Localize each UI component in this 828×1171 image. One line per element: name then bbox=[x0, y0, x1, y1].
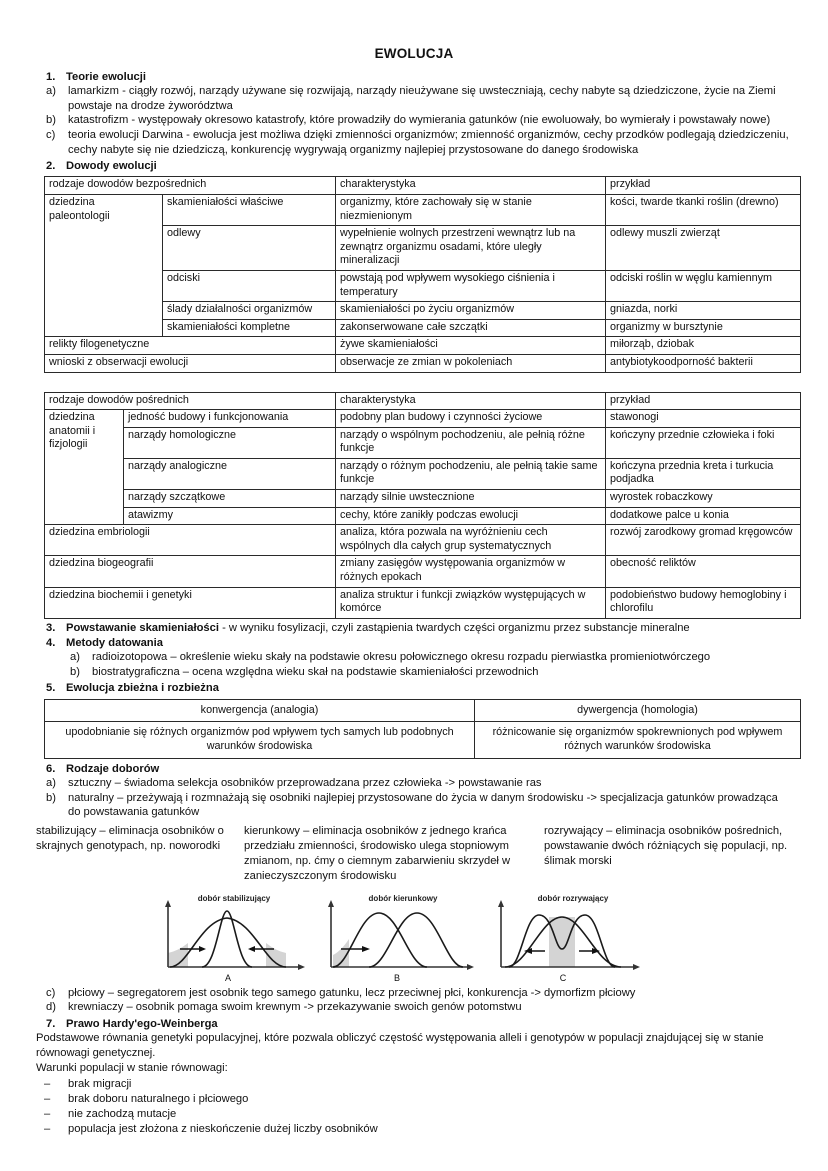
dash-marker: – bbox=[44, 1123, 51, 1136]
cell-characteristic: skamieniałości po życiu organizmów bbox=[336, 302, 606, 320]
cell-characteristic: żywe skamieniałości bbox=[336, 337, 606, 355]
list-item bbox=[36, 986, 792, 1001]
cell-characteristic: narządy o różnym pochodzeniu, ale pełnią takie same funkcje bbox=[336, 458, 606, 489]
table-convergence-divergence bbox=[44, 699, 801, 759]
y-axis-arrow bbox=[328, 900, 334, 907]
condition-text: nie zachodzą mutacje bbox=[68, 1108, 177, 1121]
cell-subtype: odciski bbox=[163, 270, 336, 301]
col-header-characteristic: charakterystyka bbox=[336, 392, 606, 410]
y-axis-arrow bbox=[165, 900, 171, 907]
table-row bbox=[45, 194, 801, 225]
section-7-number: 7. bbox=[46, 1017, 56, 1030]
cell-characteristic: organizmy, które zachowały się w stanie niezmienionym bbox=[336, 194, 606, 225]
list-marker: c) bbox=[46, 128, 56, 141]
list-item bbox=[36, 128, 792, 157]
group-label-anatomia: dziedzina anatomii i fizjologii bbox=[45, 410, 124, 525]
arrow-right-head bbox=[248, 946, 255, 952]
cell-characteristic: obserwacje ze zmian w pokoleniach bbox=[336, 354, 606, 372]
cell-subtype: narządy analogiczne bbox=[124, 458, 336, 489]
table-header-row bbox=[45, 392, 801, 410]
dash-marker: – bbox=[44, 1108, 51, 1121]
list-marker: a) bbox=[70, 651, 80, 664]
list-item bbox=[36, 665, 792, 680]
y-axis-arrow bbox=[498, 900, 504, 907]
cell-characteristic: zakonserwowane całe szczątki bbox=[336, 319, 606, 337]
section-5 bbox=[36, 681, 792, 695]
cell-example: wyrostek robaczkowy bbox=[606, 490, 801, 508]
cell-example: stawonogi bbox=[606, 410, 801, 428]
selection-diagrams bbox=[36, 891, 792, 983]
diagram-directional-label: B bbox=[393, 972, 401, 983]
dash-marker: – bbox=[44, 1077, 51, 1090]
table-convergence-divergence-wrap bbox=[44, 699, 792, 759]
cell-characteristic: narządy o wspólnym pochodzeniu, ale pełnią różne funkcje bbox=[336, 427, 606, 458]
cell-example: organizmy w bursztynie bbox=[606, 319, 801, 337]
cell-example: miłorząb, dziobak bbox=[606, 337, 801, 355]
table-header-row bbox=[45, 177, 801, 195]
list-item bbox=[36, 791, 792, 820]
list-item bbox=[36, 113, 792, 128]
diagram-disruptive bbox=[487, 891, 647, 983]
diagram-directional-svg bbox=[317, 891, 479, 983]
section-4-heading: Metody datowania bbox=[66, 637, 163, 650]
table-row bbox=[45, 722, 801, 759]
section-1-number: 1. bbox=[46, 71, 56, 83]
condition-text: populacja jest złożona z nieskończenie dużej liczby osobników bbox=[68, 1123, 378, 1136]
shade-center-band bbox=[549, 917, 575, 967]
cell-example: dodatkowe palce u konia bbox=[606, 507, 801, 525]
cell-characteristic: wypełnienie wolnych przestrzeni wewnątrz lub na zewnątrz organizmu osadami, które uległy mineralizacji bbox=[336, 226, 606, 271]
conditions-label: Warunki populacji w stanie równowagi: bbox=[36, 1062, 228, 1075]
diagram-stabilizing-svg bbox=[154, 891, 309, 983]
cell-subtype: narządy szczątkowe bbox=[124, 490, 336, 508]
section-5-heading: Ewolucja zbieżna i rozbieżna bbox=[66, 682, 219, 695]
list-item bbox=[36, 1077, 792, 1092]
diagram-stabilizing bbox=[154, 891, 309, 983]
selection-disruptive-desc: rozrywający – eliminacja osobników pośrednich, powstawanie dwóch różniących się populacji, np. ślimak morski bbox=[544, 824, 788, 868]
list-marker: b) bbox=[46, 791, 56, 804]
cell-example: odlewy muszli zwierząt bbox=[606, 226, 801, 271]
selection-directional-desc: kierunkowy – eliminacja osobników z jednego krańca przedziału zmienności, środowisko ulega stopniowym zmianom, np. ćmy o ciemnym zabarwieniu skrzydeł w zanieczyszczonym środowisku bbox=[244, 824, 511, 883]
dash-marker: – bbox=[44, 1092, 51, 1105]
section-2-heading: Dowody ewolucji bbox=[66, 160, 157, 173]
cell-label: dziedzina biogeografii bbox=[45, 556, 336, 587]
section-7-heading: Prawo Hardy'ego-Weinberga bbox=[66, 1017, 218, 1030]
cell-characteristic: zmiany zasięgów występowania organizmów w różnych epokach bbox=[336, 556, 606, 587]
diagram-disruptive-label: C bbox=[559, 972, 567, 983]
list-text: płciowy – segregatorem jest osobnik tego samego gatunku, lecz przeciwnej płci, konkurencja -> dymorfizm płciowy bbox=[68, 986, 636, 999]
cell-dywergencja-desc: różnicowanie się organizmów spokrewnionych pod wpływem różnych warunków środowiska bbox=[475, 722, 801, 759]
list-marker: b) bbox=[46, 114, 56, 127]
col-header-konwergencja: konwergencja (analogia) bbox=[45, 699, 475, 721]
list-item bbox=[36, 776, 792, 791]
cell-characteristic: analiza, która pozwala na wyróżnieniu cech wspólnych dla całych grup systematycznych bbox=[336, 525, 606, 556]
list-text: katastrofizm - występowały okresowo katastrofy, które prowadziły do wymierania gatunków (nie ewoluowały, bo wymierały i powstawały nowe) bbox=[68, 114, 771, 127]
list-item bbox=[36, 1107, 792, 1122]
cell-subtype: odlewy bbox=[163, 226, 336, 271]
section-6 bbox=[36, 762, 792, 776]
diagram-disruptive-title: dobór rozrywający bbox=[537, 893, 609, 903]
cell-characteristic: analiza struktur i funkcji związków występujących w komórce bbox=[336, 587, 606, 618]
list-marker: b) bbox=[70, 665, 80, 678]
diagram-disruptive-svg bbox=[487, 891, 647, 983]
hardy-weinberg-paragraph: Podstawowe równania genetyki populacyjnej, które pozwala obliczyć częstość występowania alleli i genotypów w populacji znajdującej się w stanie równowagi genetycznej. bbox=[36, 1032, 764, 1060]
curve-after bbox=[202, 911, 252, 967]
curve-after bbox=[369, 913, 463, 967]
cell-subtype: jedność budowy i funkcjonowania bbox=[124, 410, 336, 428]
cell-subtype: ślady działalności organizmów bbox=[163, 302, 336, 320]
table-row bbox=[45, 427, 801, 458]
list-marker: a) bbox=[46, 85, 56, 98]
cell-konwergencja-desc: upodobnianie się różnych organizmów pod wpływem tych samych lub podobnych warunków środowiska bbox=[45, 722, 475, 759]
x-axis-arrow bbox=[467, 964, 474, 970]
group-label-paleontologia: dziedzina paleontologii bbox=[45, 194, 163, 336]
cell-label: relikty filogenetyczne bbox=[45, 337, 336, 355]
arrow-shift-head bbox=[362, 946, 370, 952]
list-item bbox=[36, 1122, 792, 1137]
cell-characteristic: narządy silnie uwstecznione bbox=[336, 490, 606, 508]
section-4 bbox=[36, 636, 792, 650]
list-item bbox=[36, 1092, 792, 1107]
cell-characteristic: powstają pod wpływem wysokiego ciśnienia i temperatury bbox=[336, 270, 606, 301]
cell-characteristic: podobny plan budowy i czynności życiowe bbox=[336, 410, 606, 428]
list-text: naturalny – przeżywają i rozmnażają się osobniki najlepiej przystosowane do życia w danym środowisku -> specjalizacja gatunków prowadząca do powstawania gatunków bbox=[68, 791, 778, 819]
table-direct-evidence-wrap bbox=[44, 176, 792, 372]
table-spacer bbox=[36, 373, 792, 389]
table-indirect-evidence bbox=[44, 392, 801, 619]
diagram-stabilizing-title: dobór stabilizujący bbox=[197, 893, 271, 903]
diagram-stabilizing-label: A bbox=[224, 972, 232, 983]
list-text: biostratygraficzna – ocena względna wieku skał na podstawie skamieniałości przewodnich bbox=[92, 665, 539, 678]
section-6-number: 6. bbox=[46, 762, 56, 775]
cell-example: kończyna przednia kreta i turkucia podjadka bbox=[606, 458, 801, 489]
section-1 bbox=[36, 70, 792, 84]
arrow-left-head bbox=[199, 946, 206, 952]
selection-stabilizing-desc: stabilizujący – eliminacja osobników o skrajnych genotypach, np. noworodki bbox=[36, 824, 224, 853]
table-row bbox=[45, 354, 801, 372]
cell-example: obecność reliktów bbox=[606, 556, 801, 587]
cell-example: odciski roślin w węglu kamiennym bbox=[606, 270, 801, 301]
list-text: teoria ewolucji Darwina - ewolucja jest możliwa dzięki zmienności organizmów; zmienność organizmów, cechy przodków podlegają dziedziczeniu, cechy nabyte się nie dziedziczą, konkurencję wygrywają organizmy najlepiej przystosowane do danego środowiska bbox=[68, 128, 789, 156]
condition-text: brak doboru naturalnego i płciowego bbox=[68, 1092, 249, 1105]
col-header-type: rodzaje dowodów pośrednich bbox=[45, 392, 336, 410]
selection-types-columns bbox=[36, 824, 792, 885]
col-header-example: przykład bbox=[606, 177, 801, 195]
cell-example: rozwój zarodkowy gromad kręgowców bbox=[606, 525, 801, 556]
cell-subtype: narządy homologiczne bbox=[124, 427, 336, 458]
diagram-directional-title: dobór kierunkowy bbox=[368, 893, 438, 903]
table-direct-evidence bbox=[44, 176, 801, 372]
table-header-row bbox=[45, 699, 801, 721]
table-row bbox=[45, 458, 801, 489]
list-text: sztuczny – świadoma selekcja osobników przeprowadzana przez człowieka -> powstawanie ras bbox=[68, 777, 542, 790]
condition-text: brak migracji bbox=[68, 1077, 132, 1090]
cell-subtype: skamieniałości właściwe bbox=[163, 194, 336, 225]
cell-example: podobieństwo budowy hemoglobiny i chlorofilu bbox=[606, 587, 801, 618]
section-1-heading: Teorie ewolucji bbox=[66, 71, 146, 83]
section-3-rest: - w wyniku fosylizacji, czyli zastąpienia twardych części organizmu przez substancje mineralne bbox=[218, 621, 690, 634]
list-marker: a) bbox=[46, 777, 56, 790]
list-text: lamarkizm - ciągły rozwój, narządy używane się rozwijają, narządy nieużywane się uwsteczniają, cechy nabyte są dziedziczone, życie na Ziemi powstaje na drodze żyworództwa bbox=[68, 85, 776, 112]
section-6-heading: Rodzaje doborów bbox=[66, 762, 160, 775]
list-text: krewniaczy – osobnik pomaga swoim krewnym -> przekazywanie swoich genów potomstwu bbox=[68, 1001, 522, 1014]
section-4-number: 4. bbox=[46, 637, 56, 650]
list-item bbox=[36, 1000, 792, 1015]
col-header-type: rodzaje dowodów bezpośrednich bbox=[45, 177, 336, 195]
table-row bbox=[45, 490, 801, 508]
table-row bbox=[45, 525, 801, 556]
diagram-directional bbox=[317, 891, 479, 983]
section-3 bbox=[36, 621, 792, 635]
col-header-dywergencja: dywergencja (homologia) bbox=[475, 699, 801, 721]
page-title: EWOLUCJA bbox=[374, 46, 454, 61]
table-row bbox=[45, 337, 801, 355]
section-3-heading: Powstawanie skamieniałości bbox=[66, 621, 219, 634]
section-3-number: 3. bbox=[46, 621, 56, 634]
col-header-characteristic: charakterystyka bbox=[336, 177, 606, 195]
list-item bbox=[36, 650, 792, 665]
table-row bbox=[45, 507, 801, 525]
list-text: radioizotopowa – określenie wieku skały na podstawie okresu połowicznego okresu rozpadu pierwiastka promieniotwórczego bbox=[92, 651, 711, 664]
x-axis-arrow bbox=[633, 964, 640, 970]
list-item bbox=[36, 84, 792, 113]
section-2 bbox=[36, 159, 792, 173]
cell-example: gniazda, norki bbox=[606, 302, 801, 320]
table-row bbox=[45, 556, 801, 587]
section-5-number: 5. bbox=[46, 682, 56, 695]
table-row bbox=[45, 587, 801, 618]
cell-example: antybiotykoodporność bakterii bbox=[606, 354, 801, 372]
section-7 bbox=[36, 1017, 792, 1031]
list-marker: d) bbox=[46, 1001, 56, 1014]
cell-characteristic: cechy, które zanikły podczas ewolucji bbox=[336, 507, 606, 525]
cell-subtype: atawizmy bbox=[124, 507, 336, 525]
section-2-number: 2. bbox=[46, 160, 56, 173]
cell-subtype: skamieniałości kompletne bbox=[163, 319, 336, 337]
list-marker: c) bbox=[46, 986, 56, 999]
col-header-example: przykład bbox=[606, 392, 801, 410]
table-indirect-evidence-wrap bbox=[44, 392, 792, 619]
cell-label: wnioski z obserwacji ewolucji bbox=[45, 354, 336, 372]
cell-example: kości, twarde tkanki roślin (drewno) bbox=[606, 194, 801, 225]
table-row bbox=[45, 410, 801, 428]
x-axis-arrow bbox=[298, 964, 305, 970]
cell-label: dziedzina embriologii bbox=[45, 525, 336, 556]
cell-example: kończyny przednie człowieka i foki bbox=[606, 427, 801, 458]
cell-label: dziedzina biochemii i genetyki bbox=[45, 587, 336, 618]
